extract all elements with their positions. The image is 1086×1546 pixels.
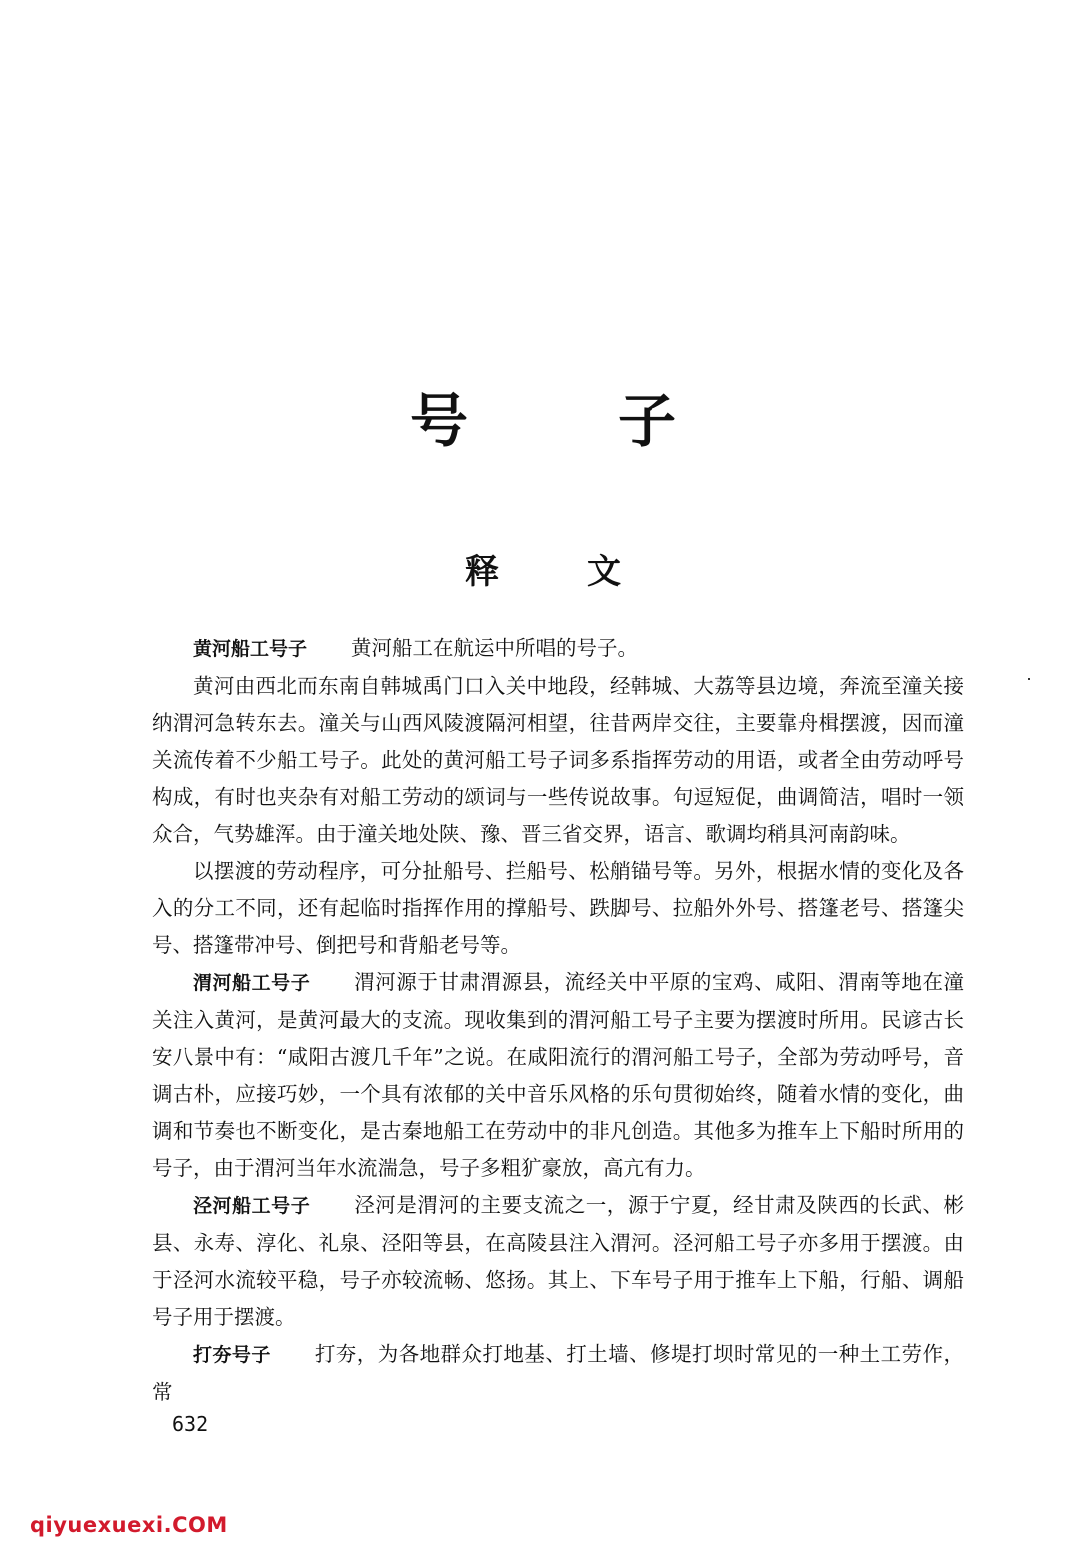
entry-term: 渭河船工号子 [193, 972, 311, 994]
entry-huanghe-intro [152, 630, 964, 668]
entry-paragraph: 黄河由西北而东南自韩城禹门口入关中地段，经韩城、大荔等县边境，奔流至潼关接纳渭河急转东去。潼关与山西风陵渡隔河相望，往昔两岸交往，主要靠舟楫摆渡，因而潼关流传着不少船工号子。此处的黄河船工号子词多系指挥劳动的用语，或者全由劳动呼号构成，有时也夹杂有对船工劳动的颂词与一些传说故事。句逗短促，曲调简洁，唱时一领众合，气势雄浑。由于潼关地处陕、豫、晋三省交界，语言、歌调均稍具河南韵味。 [152, 674, 964, 846]
entry-term: 黄河船工号子 [193, 638, 308, 660]
page-number: 632 [172, 1412, 209, 1436]
entry-definition: 泾河是渭河的主要支流之一，源于宁夏，经甘肃及陕西的长武、彬县、永寿、淳化、礼泉、泾阳等县，在高陵县注入渭河。泾河船工号子亦多用于摆渡。由于泾河水流较平稳，号子亦较流畅、悠扬。其上、下车号子用于推车上下船，行船、调船号子用于摆渡。 [152, 1193, 964, 1329]
entry-definition: 黄河船工在航运中所唱的号子。 [351, 636, 639, 660]
entry-term: 泾河船工号子 [193, 1195, 311, 1217]
entry-paragraph: 以摆渡的劳动程序，可分扯船号、拦船号、松艄锚号等。另外，根据水情的变化及各入的分工不同，还有起临时指挥作用的撑船号、跌脚号、拉船外外号、搭篷老号、搭篷尖号、搭篷带冲号、倒把号和背船老号等。 [152, 859, 964, 957]
entry-term: 打夯号子 [193, 1344, 271, 1366]
entry-dahang [152, 1336, 964, 1411]
entry-definition: 打夯，为各地群众打地基、打土墙、修堤打坝时常见的一种土工劳作，常 [152, 1342, 964, 1404]
entry-definition: 渭河源于甘肃渭源县，流经关中平原的宝鸡、咸阳、渭南等地在潼关注入黄河，是黄河最大的支流。现收集到的渭河船工号子主要为摆渡时所用。民谚古长安八景中有：“咸阳古渡几千年”之说。在咸阳流行的渭河船工号子，全部为劳动呼号，音调古朴，应接巧妙，一个具有浓郁的关中音乐风格的乐句贯彻始终，随着水情的变化，曲调和节奏也不断变化，是古秦地船工在劳动中的非凡创造。其他多为推车上下船时所用的号子，由于渭河当年水流湍急，号子多粗犷豪放，高亢有力。 [152, 970, 964, 1180]
site-watermark: qiyuexuexi.COM [30, 1513, 228, 1537]
section-title: 释文 [465, 552, 709, 592]
scan-speck [1028, 678, 1030, 680]
entry-jinghe [152, 1187, 964, 1336]
page-title: 号子 [409, 387, 826, 455]
entry-weihe [152, 964, 964, 1187]
body-text [152, 630, 964, 1411]
